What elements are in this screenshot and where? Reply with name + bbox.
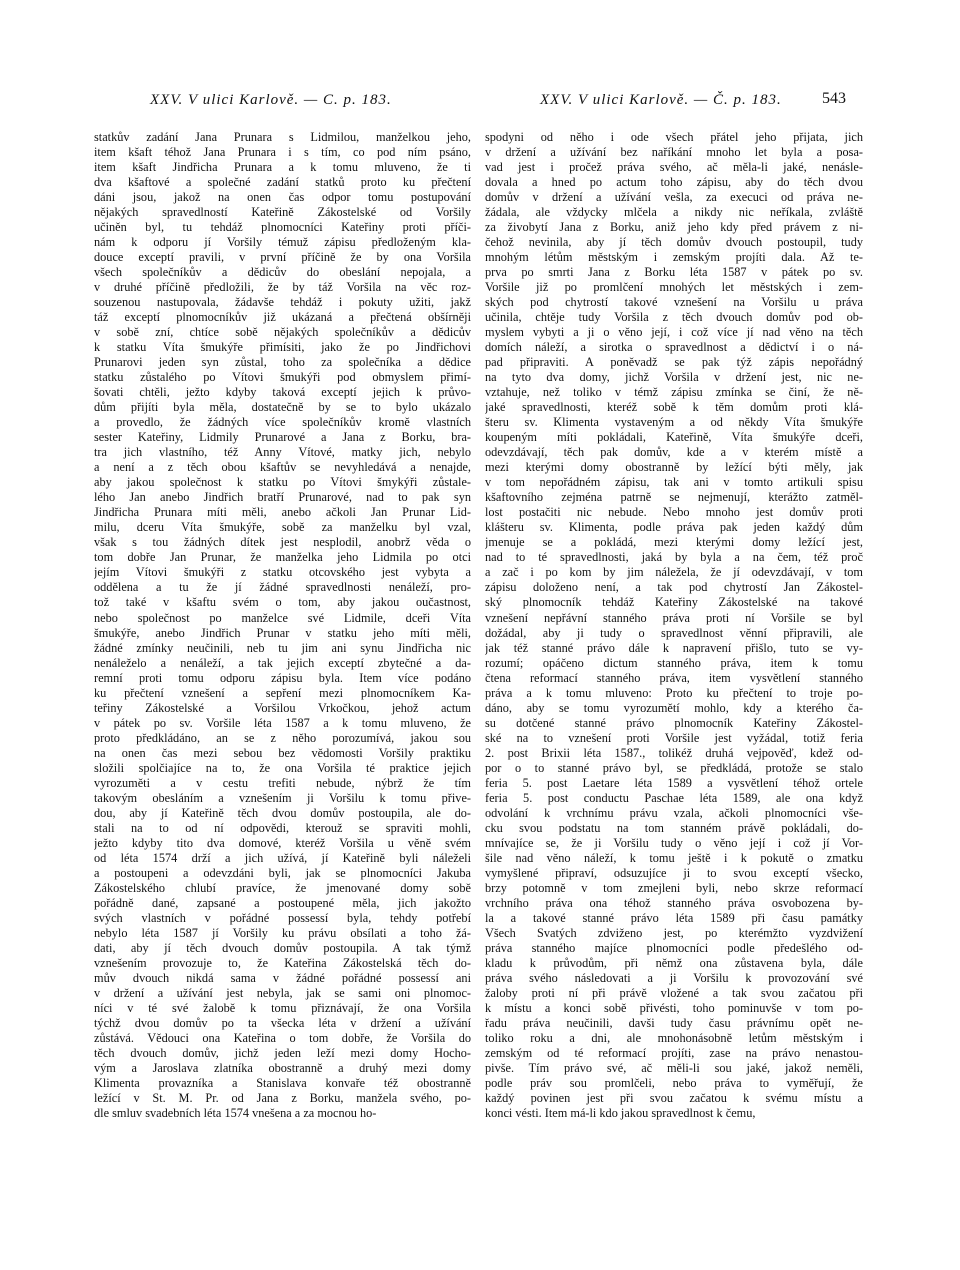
text-line: odevzdávají, těch pak domův, kde a v kterém místě a: [485, 445, 863, 460]
text-line: dáni jsou, jakož na onen čas odpor tomu postupování: [94, 190, 471, 205]
running-head: [0, 92, 960, 112]
text-line: vyrozuměti a v cestu trefiti nebude, nýbrž že tím: [94, 775, 471, 790]
text-line: tra jich vlastního, též Anny Vítové, matky jich, nebylo: [94, 445, 471, 460]
text-line: odvolání k vrchnímu právu vzala, ačkoli plnomocníci vše-: [485, 805, 863, 820]
text-line: na onen čas mezi sebou bez vědomosti Voršily praktiku: [94, 745, 471, 760]
text-line: Zákostelského chlubí pravíce, že jmenované domy sobě: [94, 880, 471, 895]
text-line: koupeným míti pokládali, Kateřině, Víta šmukýře dceři,: [485, 430, 863, 445]
text-line: prva po smrti Jana z Borku léta 1587 v pátek po sv.: [485, 265, 863, 280]
text-line: rozumí; opáčeno dictum stanného práva, item k tomu: [485, 655, 863, 670]
text-line: nad to té spravedlnosti, jaká by byla a na čem, též proč: [485, 550, 863, 565]
text-line: cku svou podstatu na tom stanném právě pokládali, do-: [485, 820, 863, 835]
text-line: jmenuje se a pokládá, mezi kterými domy ležící jest,: [485, 535, 863, 550]
text-line: ježto kdyby tito dva domové, kteréž Voršila u věně svém: [94, 835, 471, 850]
text-line: Jindřicha Prunara míti měli, anebo ačkoli Jan Prunar Lid-: [94, 505, 471, 520]
text-line: podle práv sou promlčeli, nebo práva to vyměřují, že: [485, 1075, 863, 1090]
text-line: zápisu doloženo není, a tak pod chytrostí Jan Zákostel-: [485, 580, 863, 595]
text-line: toliko roku a dni, ale mnohonásobně letům městským i: [485, 1030, 863, 1045]
text-line: dva kšaftové a společné zadání statků proto ku přečtení: [94, 175, 471, 190]
text-line: práva svého následovati a ji Voršilu k provozování své: [485, 970, 863, 985]
running-head-left: XXV. V ulici Karlově. — C. p. 183.: [150, 92, 392, 108]
text-line: ských pod chytrostí takové vznešení na Voršilu u práva: [485, 295, 863, 310]
text-line: dovala a hned po actum toho zápisu, aby do těch dvou: [485, 175, 863, 190]
text-line: k statku Víta šmukýře přimísiti, jako že po Jindřichovi: [94, 340, 471, 355]
text-line: myslem vybyti a ji o věno její, i což více jí nad věno na těch: [485, 325, 863, 340]
text-line: vad jest i pročež práva svého, ač měla-li jaké, nenásle-: [485, 160, 863, 175]
text-line: mezi kterými domy obostranně by ležící býti měly, jak: [485, 460, 863, 475]
text-line: item kšaft téhož Jana Prunara i s tím, co pod ním psáno,: [94, 145, 471, 160]
text-line: domův v držení a užívání vešla, za execuci od práva ne-: [485, 190, 863, 205]
text-line: zůstává. Vědouci ona Kateřina o tom dobře, že Voršila do: [94, 1030, 471, 1045]
text-line: sester Kateřiny, Lidmily Prunarové a Jana z Borku, bra-: [94, 430, 471, 445]
text-line: a postoupeni a odevzdáni byli, jak se plnomocníci Jakuba: [94, 865, 471, 880]
text-line: zemským od té reformací projíti, zase na právo nenastou-: [485, 1045, 863, 1060]
text-line: nebo společnost po manželce své Lidmile, dceři Víta: [94, 610, 471, 625]
text-line: nenáleželo a nenáleží, a tak jejich exceptí zbytečné a da-: [94, 655, 471, 670]
text-line: aby jakou společnost k statku po Vítovi šmykýři zůstale-: [94, 475, 471, 490]
text-line: konci vésti. Item má-li kdo jakou spravedlnost k čemu,: [485, 1106, 756, 1121]
text-line: stali na to od ní odpovědi, kterouž se spraviti mohli,: [94, 820, 471, 835]
text-line: statkův zadání Jana Prunara s Lidmilou, manželkou jeho,: [94, 130, 471, 144]
text-line: svých vlastních v pořádné possessí byla, tehdy potřebí: [94, 910, 471, 925]
text-line: nějakých spravedlností Kateřině Zákostelské od Voršily: [94, 205, 471, 220]
running-head-right: XXV. V ulici Karlově. — Č. p. 183.: [540, 92, 782, 108]
text-line: žaloby proti ní při právě vložené a tak svou začatou při: [485, 985, 863, 1000]
text-line: v sobě zní, chtíce sobě nějakých společníkův a dědicův: [94, 325, 471, 340]
text-line: nebylo léta 1587 jí Voršily ku právu obsílati a toho žá-: [94, 925, 471, 940]
text-line: jejím Vítovi šmukýři z statku otcovského jest vybyta a: [94, 565, 471, 580]
text-line: kšaftovního zejména patrně se nejmenují, kterážto zatměl-: [485, 490, 863, 505]
text-line: item kšaft Jindřicha Prunara a k tomu mluveno, že ti: [94, 160, 471, 175]
text-line: a není a z těch obou kšaftův se nevyhledává a nenajde,: [94, 460, 471, 475]
text-line: v držení a užívání bez naříkání mnoho let byla a posa-: [485, 145, 863, 160]
text-line: učinila, chtěje tudy Voršila z těch dvouch domův pod ob-: [485, 310, 863, 325]
text-line: ský plnomocník tehdáž Kateřiny Zákostelské na takové: [485, 595, 863, 610]
text-line: práva a k tomu mluveno: Proto ku přečtení to troje po-: [485, 685, 863, 700]
text-line: dáno, aby se tomu vyrozumětí mohlo, kdy a kterého ča-: [485, 700, 863, 715]
text-line: lého Jan anebo Jindřich bratří Prunarové, nad to pak syn: [94, 490, 471, 505]
text-line: feria 5. post conductu Paschae léta 1589, ale ona když: [485, 790, 863, 805]
text-line: takovým obesláním a vznešením ji Voršilu k tomu přive-: [94, 790, 471, 805]
text-line: a zač i po kom by jim náležela, že jí odevzdávají, v tom: [485, 565, 863, 580]
text-line: dožádal, aby ji tudy o spravedlnost věnní připravili, ale: [485, 625, 863, 640]
text-line: pořádně dané, zapsané a postoupené měla, jich jakožto: [94, 895, 471, 910]
text-line: mnívajíce se, že ji Voršilu tudy o věno její i což jí Vor-: [485, 835, 863, 850]
text-line: Voršile již po promlčení mnohých let městských i zem-: [485, 280, 863, 295]
text-line: pad připraviti. A poněvadž se pak týž zápis nepořádný: [485, 355, 863, 370]
text-line: od léta 1574 drží a jich užívá, jí Kateřině byli náleželi: [94, 850, 471, 865]
text-line: vrchního práva ona téhož stanného práva osvobozena by-: [485, 895, 863, 910]
text-line: ležící v St. M. Pr. od Jana z Borku, manžela svého, po-: [94, 1091, 471, 1105]
text-line: lost postačiti nic nebude. Nebo mnoho jest domův proti: [485, 505, 863, 520]
text-line: dle smluv svadebních léta 1574 vnešena a za mocnou ho-: [94, 1106, 377, 1121]
text-line: čehož nevinila, aby jí těch domův dvouch postoupil, tudy: [485, 235, 863, 250]
text-line: šovati chtěli, ježto kdyby taková exceptí jejich k průvo-: [94, 385, 471, 400]
text-line: každý povinen jest při svou začatou k svému místu a: [485, 1091, 863, 1105]
text-line: v držení a užívání jest nebyla, jak se sami oni plnomoc-: [94, 985, 471, 1000]
text-line: jak též stanné právo dále k napravení přišlo, tuto se vy-: [485, 640, 863, 655]
text-line: a provedlo, že žádných více společníkův kromě vlastních: [94, 415, 471, 430]
text-line: souzenou nastupovala, žádavše tehdáž i pokuty užiti, jakž: [94, 295, 471, 310]
text-line: klášteru sv. Klimenta, podle práva pak jeden každý dům: [485, 520, 863, 535]
text-line: teřiny Zákostelské a Voršilou Vrkočkou, jehož actum: [94, 700, 471, 715]
text-line: statku zůstalého po Vítovi šmukýři pod obmyslem přimí-: [94, 370, 471, 385]
text-line: domích náleží, a sirotka o spravedlnost a dědictví i o ná-: [485, 340, 863, 355]
text-line: složili spolčiajíce na to, že ona Voršila té praktice jejich: [94, 760, 471, 775]
text-line: mnohým létům městským i zemským projíti dala. Až te-: [485, 250, 863, 265]
text-line: vým a Jaroslava zlatníka obostranně a druhý mezi domy: [94, 1060, 471, 1075]
text-line: 2. post Brixii léta 1587., tolikéž druhá vejpověď, kdež od-: [485, 745, 863, 760]
text-line: na tyto dva domy, jichž Voršila v držení jest, nic ne-: [485, 370, 863, 385]
text-line: jaké spravedlnosti, kteréž sobě k těm domům proti klá-: [485, 400, 863, 415]
text-line: šmukýře, anebo Jindřich Prunar v statku jeho míti měli,: [94, 625, 471, 640]
text-line: učiněn byl, tu tehdáž plnomocníci Kateřiny proti příči-: [94, 220, 471, 235]
text-line: la a takové stanné právo léta 1589 při času památky: [485, 910, 863, 925]
text-line: v tom nepořádném zápisu, tak ani v tomto artikuli spisu: [485, 475, 863, 490]
text-line: vztahuje, než toliko v témž zápisu zmínka se činí, že ně-: [485, 385, 863, 400]
text-line: níci v té své žalobě k tomu přiznávají, že ona Voršila: [94, 1000, 471, 1015]
text-line: douce exceptí pravili, v první příčině že by ona Voršila: [94, 250, 471, 265]
text-line: tož také v kšaftu svém o tom, aby jakou oučastnost,: [94, 595, 471, 610]
text-line: žádala, ale vždycky mlčela a nikdy nic neříkala, zvláště: [485, 205, 863, 220]
text-line: ské na to vznešení proti Voršile jest vyžádal, totiž feria: [485, 730, 863, 745]
text-line: oddělena a tu že jí žádné spravedlnosti nenáleží, pro-: [94, 580, 471, 595]
text-line: všech společníkův a dědicův do obeslání nepojala, a: [94, 265, 471, 280]
text-line: týchž dvou domův po ta všecka léta v držení a užívání: [94, 1015, 471, 1030]
text-line: por o to stanné právo byl, se předkládá, protože se stalo: [485, 760, 863, 775]
page-number: 543: [822, 90, 846, 107]
text-line: v pátek po sv. Voršile léta 1587 a k tomu mluveno, že: [94, 715, 471, 730]
text-line: ku přečtení vznešení a sepření mezi plnomocníkem Ka-: [94, 685, 471, 700]
text-line: brzy potomně v tom zmejleni byli, nebo skrze reformací: [485, 880, 863, 895]
text-line: řadu práva neučinili, davši tudy času právnímu opět ne-: [485, 1015, 863, 1030]
text-line: Klimenta provazníka a Stanislava konvaře též obostranně: [94, 1075, 471, 1090]
text-line: su dotčené stanné právo plnomocník Kateřiny Zákostel-: [485, 715, 863, 730]
text-line: spodyni od něho i ode všech přátel jeho přijata, jich: [485, 130, 863, 144]
text-line: dou, aby jí Kateřině těch dvou domův postoupila, ale do-: [94, 805, 471, 820]
text-line: feria 5. post Laetare léta 1589 a vysvětlení téhož ortele: [485, 775, 863, 790]
left-text-column: [94, 130, 471, 1121]
text-line: v druhé příčině předložili, že by táž Voršila na věc roz-: [94, 280, 471, 295]
right-text-column: [485, 130, 863, 1121]
text-line: kladu k průvodům, při němž ona zůstavena byla, dále: [485, 955, 863, 970]
text-line: za živobytí Jana z Borku, aniž jeho kdy před právem z ni-: [485, 220, 863, 235]
text-line: vymyšlené připraví, odsuzujíce ji to svou exceptí všecko,: [485, 865, 863, 880]
text-line: šteru sv. Klimenta vystaveným a od někdy Víta šmukýře: [485, 415, 863, 430]
text-line: pivše. Tím právo své, ač měli-li sou jaké, jakož neměli,: [485, 1060, 863, 1075]
text-line: Všech Svatých zdviženo jest, po kterémžto vyzdvižení: [485, 925, 863, 940]
text-line: vznešení nepřávní stanného práva proti ní Voršile se byl: [485, 610, 863, 625]
text-line: milu, dceru Víta šmukýře, sobě za manželku byl vzal,: [94, 520, 471, 535]
text-line: dům přijíti byla měla, dostatečně by se to bylo ukázalo: [94, 400, 471, 415]
text-line: těch dvouch domův, jichž jeden leží mezi domy Hocho-: [94, 1045, 471, 1060]
text-line: šile nad věno náleží, k tomu ještě i k pokutě o zmatku: [485, 850, 863, 865]
text-line: však s tou žádných dítek jest nesplodil, anobrž věda o: [94, 535, 471, 550]
text-line: tom dobře Jan Prunar, že manželka jeho Lidmila po otci: [94, 550, 471, 565]
text-line: proto předkládáno, an se z něho porozumívá, jakou sou: [94, 730, 471, 745]
text-line: nám k odporu jí Voršily témuž zápisu předloženým kla-: [94, 235, 471, 250]
text-line: táž exceptí plnomocníkův již ukázaná a přečtená obšírněji: [94, 310, 471, 325]
text-line: remní proti tomu odporu zápisu byla. Item více podáno: [94, 670, 471, 685]
text-line: k místu a konci sobě přivésti, toho pominuvše v tom po-: [485, 1000, 863, 1015]
text-line: mův dvouch nikdá sama v žádné pořádné possessí ani: [94, 970, 471, 985]
text-line: Prunarovi jeden syn zůstal, toho za společníka a dědice: [94, 355, 471, 370]
text-line: vznešením provozuje to, že Kateřina Zákostelská těch do-: [94, 955, 471, 970]
text-line: žádné zmínky neučinili, neb tu jim ani synu Jindřicha nic: [94, 640, 471, 655]
text-line: dati, aby jí těch dvouch domův postoupila. A tak týmž: [94, 940, 471, 955]
text-line: práva stanného majíce plnomocníci podle předešlého od-: [485, 940, 863, 955]
text-line: čtena reformací stanného práva, item vysvětlení stanného: [485, 670, 863, 685]
